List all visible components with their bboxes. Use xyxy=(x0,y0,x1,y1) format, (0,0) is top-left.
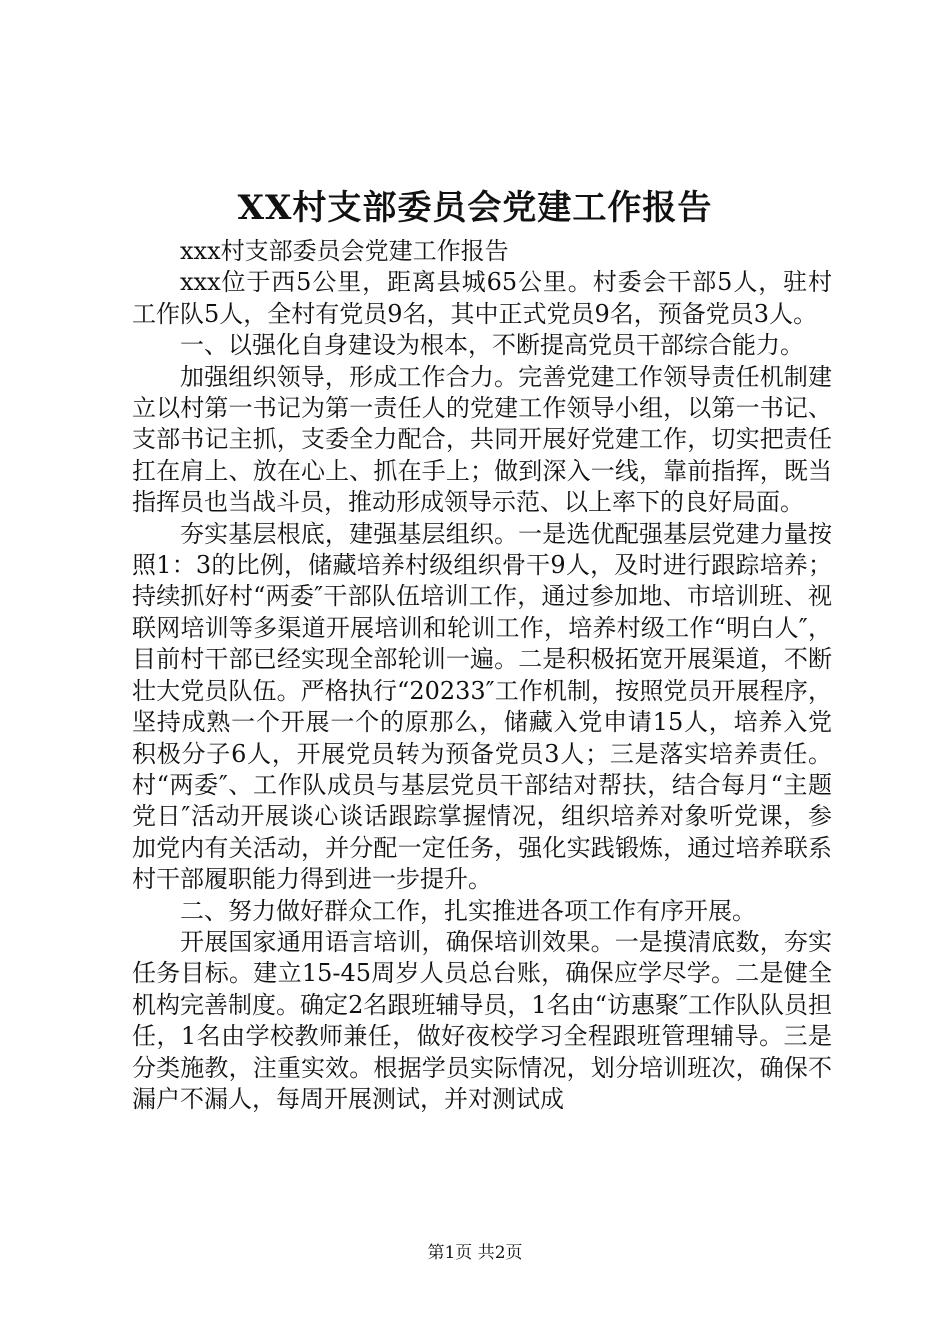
section-heading-2: 二、努力做好群众工作，扎实推进各项工作有序开展。 xyxy=(180,896,756,925)
paragraph-organization: 加强组织领导，形成工作合力。完善党建工作领导责任机制建立以村第一书记为第一责任人的党建工作领导小组，以第一书记、支部书记主抓，支委全力配合，共同开展好党建工作，切实把责任扛在肩上、放在心上、抓在手上；做到深入一线，靠前指挥，既当指挥员也当战斗员，推动形成领导示范、以上率下的良好局面。 xyxy=(132,362,832,517)
page-indicator: 第1页 共2页 xyxy=(427,1243,523,1263)
paragraph-language-training: 开展国家通用语言培训，确保培训效果。一是摸清底数，夯实任务目标。建立15-45周岁人员总台账，确保应学尽学。二是健全机构完善制度。确定2名跟班辅导员，1名由“访惠聚″工作队队员担任，1名由学校教师兼任，做好夜校学习全程跟班管理辅导。三是分类施教，注重实效。根据学员实际情况，划分培训班次，确保不漏户不漏人，每周开展测试，并对测试成 xyxy=(132,927,832,1113)
paragraph-grassroots: 夯实基层根底，建强基层组织。一是选优配强基层党建力量按照1：3的比例，储藏培养村级组织骨干9人，及时进行跟踪培养；持续抓好村“两委″干部队伍培训工作，通过参加地、市培训班、视联网培训等多渠道开展培训和轮训工作，培养村级工作“明白人″，目前村干部已经实现全部轮训一遍。二是积极拓宽开展渠道，不断壮大党员队伍。严格执行“20233″工作机制，按照党员开展程序，坚持成熟一个开展一个的原那么，储藏入党申请15人，培养入党积极分子6人，开展党员转为预备党员3人；三是落实培养责任。村“两委″、工作队成员与基层党员干部结对帮扶，结合每月“主题党日″活动开展谈心谈话跟踪掌握情况，组织培养对象听党课，参加党内有关活动，并分配一定任务，强化实践锻炼，通过培养联系村干部履职能力得到进一步提升。 xyxy=(132,519,832,894)
section-heading-1: 一、以强化自身建设为根本，不断提高党员干部综合能力。 xyxy=(180,331,804,360)
paragraph-overview: xxx位于西5公里，距离县城65公里。村委会干部5人，驻村工作队5人，全村有党员9名，其中正式党员9名，预备党员3人。 xyxy=(132,268,832,328)
document-title: XX村支部委员会党建工作报告 xyxy=(237,188,713,228)
paragraph-subtitle: xxx村支部委员会党建工作报告 xyxy=(180,237,509,265)
document-body xyxy=(132,236,832,1115)
